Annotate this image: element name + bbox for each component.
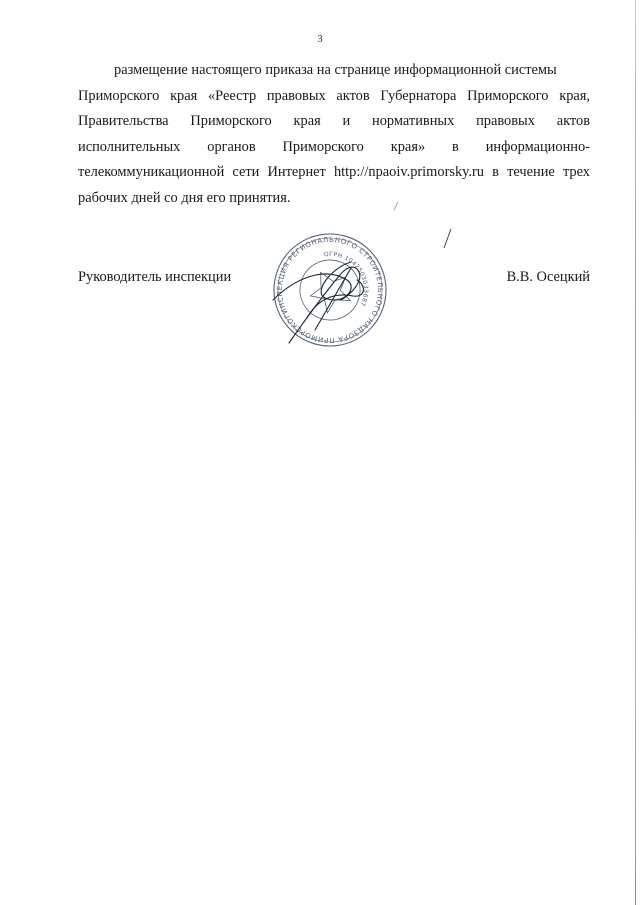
seal-emblem <box>303 263 357 316</box>
line-3-word: и <box>342 113 351 130</box>
body-line-2-text: Приморского края «Реестр правовых актов Губернатора Приморского края, <box>78 87 590 104</box>
page-number: 3 <box>317 33 323 45</box>
body-line-5-text: телекоммуникационной сети Интернет http://npaoiv.primorsky.ru в течение трех <box>78 164 590 181</box>
stray-mark-icon <box>392 201 400 211</box>
seal-text: ИНСПЕКЦИЯ РЕГИОНАЛЬНОГО СТРОИТЕЛЬНОГО НАДЗОРА ПРИМОРСКОГО <box>275 235 385 345</box>
line-4-word: Приморского <box>282 138 364 155</box>
seal-inner-ring <box>289 249 370 330</box>
line-4-word: органов <box>207 138 256 155</box>
body-line-2 <box>78 84 590 110</box>
body-line-5 <box>78 160 590 186</box>
body-line-6: рабочих дней со дня его принятия. <box>78 189 291 206</box>
line-3-word: правовых <box>476 113 535 130</box>
body-line-1: размещение настоящего приказа на странице информационной системы <box>114 62 557 78</box>
body-line-4 <box>78 135 590 161</box>
page-edge-shadow <box>635 0 636 905</box>
line-4-word: края» <box>390 138 426 155</box>
seal-ogrn: ОГРН 1042503033687 <box>323 250 370 308</box>
line-3-word: края <box>293 113 321 130</box>
line-3-word: нормативных <box>372 113 455 130</box>
line-3-word: Правительства <box>78 113 169 130</box>
body-line-3 <box>78 109 590 135</box>
line-3-word: актов <box>556 113 590 130</box>
signatory-position: Руководитель инспекции <box>78 269 232 285</box>
line-4-word: информационно- <box>485 138 590 155</box>
official-seal-icon <box>255 228 405 353</box>
document-body <box>78 58 590 212</box>
line-4-word: исполнительных <box>78 138 181 155</box>
line-3-word: Приморского <box>190 113 272 130</box>
line-4-word: в <box>452 138 459 155</box>
signatory-name: В.В. Осецкий <box>506 269 590 285</box>
pen-tick-icon <box>440 228 454 250</box>
